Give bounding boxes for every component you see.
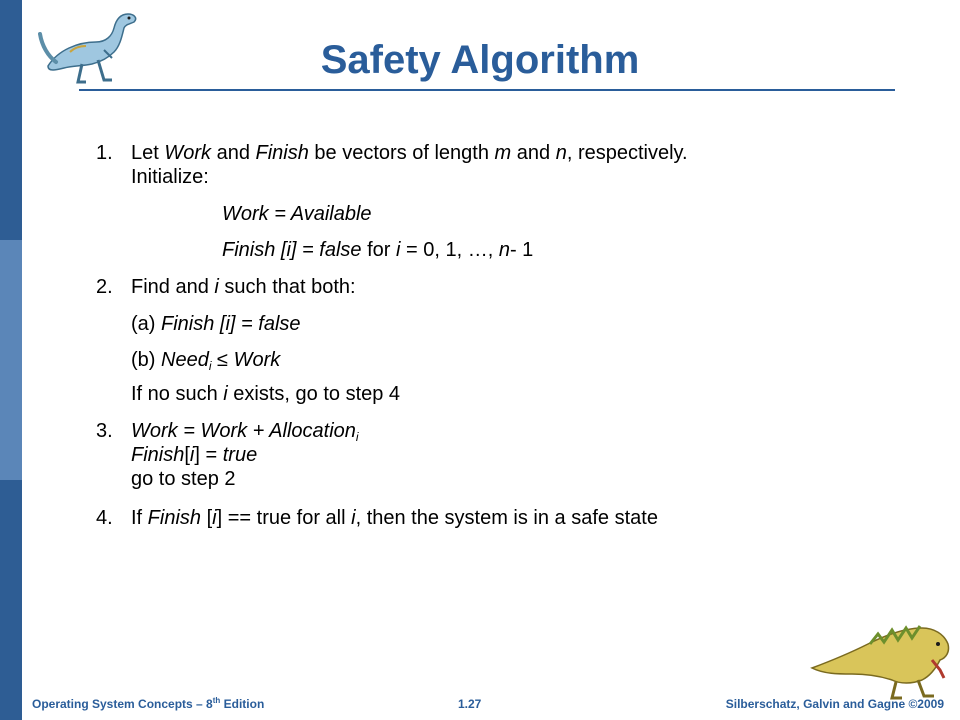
- text: be vectors of length: [308, 142, 495, 164]
- text: , then the system is in a safe state: [355, 507, 658, 529]
- step-1-line-2: Initialize:: [131, 166, 209, 188]
- step-2-condition-a: [131, 312, 301, 336]
- term: Need: [161, 349, 209, 371]
- text: Operating System Concepts – 8: [32, 697, 213, 711]
- step-1-line-1: [0, 141, 688, 165]
- text: such that both:: [218, 276, 356, 298]
- term: ] = false: [229, 313, 301, 335]
- step-1-work-init: [222, 202, 372, 226]
- text: [: [184, 444, 190, 466]
- text: , respectively.: [566, 142, 688, 164]
- dinosaur-bottom-illustration: [808, 614, 954, 700]
- step-1-finish-init: [222, 238, 533, 262]
- text: = 0, 1, …,: [400, 239, 499, 261]
- term: i: [189, 444, 195, 466]
- text: Edition: [220, 697, 265, 711]
- term: i: [212, 507, 217, 529]
- text: for: [361, 239, 396, 261]
- term: ] =: [290, 239, 320, 261]
- term: Finish: [255, 142, 309, 164]
- step-2-line-1: [0, 275, 356, 299]
- step-3-line-1: [0, 419, 359, 443]
- text: [: [201, 507, 213, 529]
- footer-book-title: [32, 697, 264, 711]
- term: Finish [: [222, 239, 287, 261]
- term: Work: [233, 349, 281, 371]
- footer-slide-number: 1.27: [458, 697, 482, 711]
- step-number: 2.: [96, 276, 113, 298]
- text: (b): [131, 349, 161, 371]
- text: and: [211, 142, 256, 164]
- text: (a): [131, 313, 161, 335]
- subscript: i: [208, 359, 212, 373]
- term: Work = Available: [222, 203, 372, 225]
- term: Work: [164, 142, 212, 164]
- text: If no such: [131, 383, 224, 405]
- term: i: [395, 239, 401, 261]
- superscript: th: [212, 696, 221, 705]
- text: exists, go to step 4: [227, 383, 401, 405]
- term: Finish [: [161, 313, 226, 335]
- step-2-otherwise: [131, 382, 400, 406]
- text: Let: [131, 142, 165, 164]
- text: If: [131, 507, 148, 529]
- text: and: [511, 142, 556, 164]
- term: Finish: [147, 507, 202, 529]
- step-3-line-2: [131, 443, 257, 467]
- step-3-line-3: go to step 2: [131, 468, 236, 490]
- term: i: [225, 313, 230, 335]
- step-number: 1.: [96, 142, 113, 164]
- text: - 1: [509, 239, 534, 261]
- term: i: [351, 507, 356, 529]
- term: false: [319, 239, 362, 261]
- term: i: [223, 383, 228, 405]
- term: n: [498, 239, 510, 261]
- text: ] =: [194, 444, 223, 466]
- term: i: [214, 276, 219, 298]
- text: ≤: [211, 349, 234, 371]
- text: Find and: [131, 276, 215, 298]
- step-4-line-1: [0, 506, 658, 530]
- text: ] == true for all: [216, 507, 352, 529]
- term: m: [494, 142, 512, 164]
- page-title: Safety Algorithm: [320, 38, 640, 82]
- term: Work = Work + Allocation: [131, 420, 356, 442]
- term: n: [555, 142, 567, 164]
- term: Finish: [131, 444, 185, 466]
- step-number: 4.: [96, 507, 113, 529]
- subscript: i: [355, 430, 359, 444]
- term: true: [222, 444, 258, 466]
- step-number: 3.: [96, 420, 113, 442]
- term: i: [286, 239, 291, 261]
- step-2-condition-b: [131, 348, 280, 372]
- footer-authors: Silberschatz, Galvin and Gagne ©2009: [725, 697, 944, 711]
